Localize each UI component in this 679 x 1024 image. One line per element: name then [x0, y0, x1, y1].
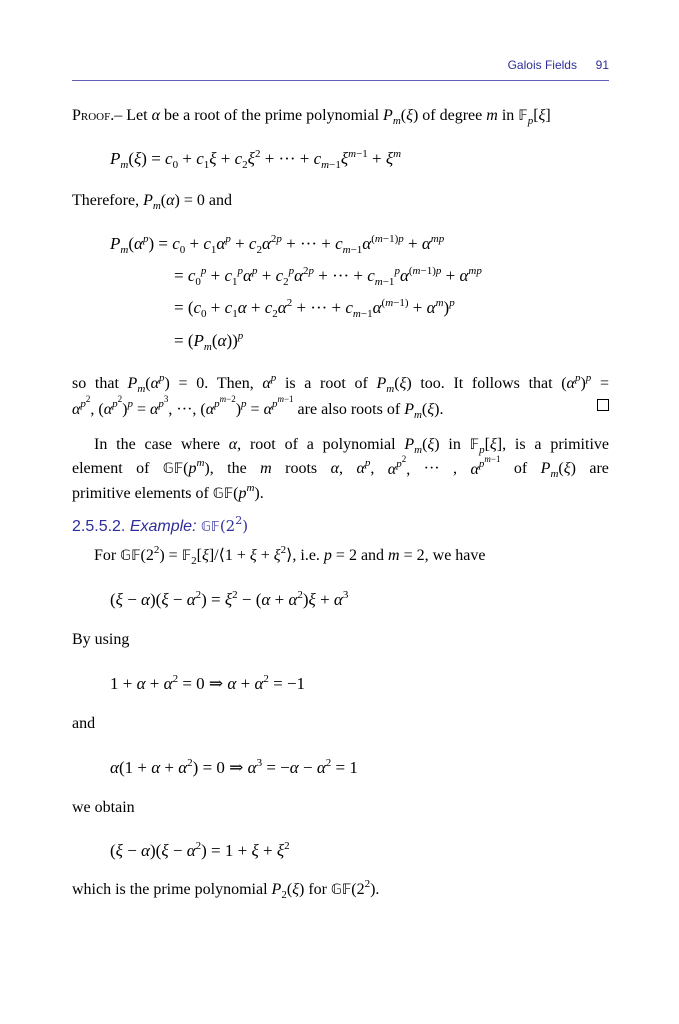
running-header	[508, 58, 609, 72]
closing-text: which is the prime polynomial $P_2(\xi)$ for $𝔾𝔽(2^2)$.	[72, 878, 380, 901]
we-obtain-text: we obtain	[72, 799, 135, 816]
remark-line-3: primitive elements of $𝔾𝔽(p^m)$.	[72, 482, 264, 502]
example-equation-4: $(\xi - \alpha)(\xi - \alpha^2) = 1 + \xi + \xi^2$	[110, 840, 290, 860]
example-equation-2: $1 + \alpha + \alpha^2 = 0$ ⇒ $\alpha + \alpha^2 = -1$	[110, 673, 306, 693]
proof-conclusion	[72, 374, 609, 420]
conclusion-line-1: so that $P_m(\alpha^p)$ = 0. Then, $\alpha^p$ is a root of $P_m(\xi)$ too. It follows that $(\alpha^p)^p$ =	[72, 372, 609, 395]
and-text: and	[72, 715, 96, 732]
example-equation-1: $(\xi - \alpha)(\xi - \alpha^2) = \xi^2 - (\alpha + \alpha^2)\xi + \alpha^3$	[110, 589, 349, 609]
equation-pm-alpha-p: $P_m(\alpha^p) = c_0 + c_1\alpha^p + c_2\alpha^{2p}$ + ··· + $c_{m-1}\alpha^{(m-1)p} + \alpha^{mp}$	[110, 233, 445, 256]
section-number: 2.5.5.2.	[72, 518, 126, 535]
remark-line-1: In the case where α, root of a polynomial $P_m(\xi)$ in 𝔽$_p$[ξ], is a primitive	[94, 436, 609, 456]
equation-line-2: = $c_0^p + c_1^p\alpha^p + c_2^p\alpha^{2p}$ + ··· + $c_{m-1}^p\alpha^{(m-1)p} + \alpha^{mp}$	[174, 265, 482, 288]
example-intro: For $𝔾𝔽(2^2)$ = 𝔽$_2$[ξ]/⟨1 + $\xi + \xi^2⟩$, i.e. p = 2 and m = 2, we have	[94, 544, 486, 567]
primitive-remark	[72, 435, 609, 504]
conclusion-line-2: $\alpha^{p^2}$, $(\alpha^{p^2})^p = \alpha^{p^3}$, ···, $(\alpha^{p^{m-2}})^p = \alpha^{p^{m-1}}$ are also roots of $P_m(\xi)$.	[72, 399, 609, 420]
equation-line-4: = $(P_m(\alpha))^p$	[174, 330, 244, 353]
equation-pm-xi: $P_m(\xi) = c_0 + c_1\xi + c_2\xi^2$ + ··· + $c_{m-1}\xi^{m-1} + \xi^m$	[110, 148, 402, 171]
proof-label: Proof.–	[72, 107, 123, 124]
header-section-title: Galois Fields	[507, 58, 577, 72]
qed-box-icon	[597, 399, 609, 411]
equation-line-3: = ($c_0 + c_1\alpha + c_2\alpha^2$ + ··· + $c_{m-1}\alpha^{(m-1)} + \alpha^m)^p$	[174, 297, 455, 320]
header-rule	[72, 80, 609, 81]
section-heading: 2.5.5.2. Example: $𝔾𝔽(2^2)$	[72, 514, 249, 535]
remark-line-2: element of $𝔾𝔽(p^m)$, the m roots α, $\alpha^p$, $\alpha^{p^2}$, ··· , $\alpha^{p^{m-1}}$ of $P_m(\xi)$ are	[72, 454, 609, 480]
by-using-text: By using	[72, 631, 130, 648]
page-number: 91	[595, 58, 609, 72]
proof-intro: Proof.– Let α be a root of the prime polynomial $P_m(\xi)$ of degree m in 𝔽$_p$[ξ]	[72, 107, 551, 127]
therefore-text: Therefore, $P_m(\alpha) = 0$ and	[72, 192, 232, 212]
section-label: Example:	[129, 518, 197, 535]
example-equation-3: $\alpha(1 + \alpha + \alpha^2) = 0$ ⇒ $\alpha^3 = -\alpha - \alpha^2 = 1$	[110, 757, 358, 777]
